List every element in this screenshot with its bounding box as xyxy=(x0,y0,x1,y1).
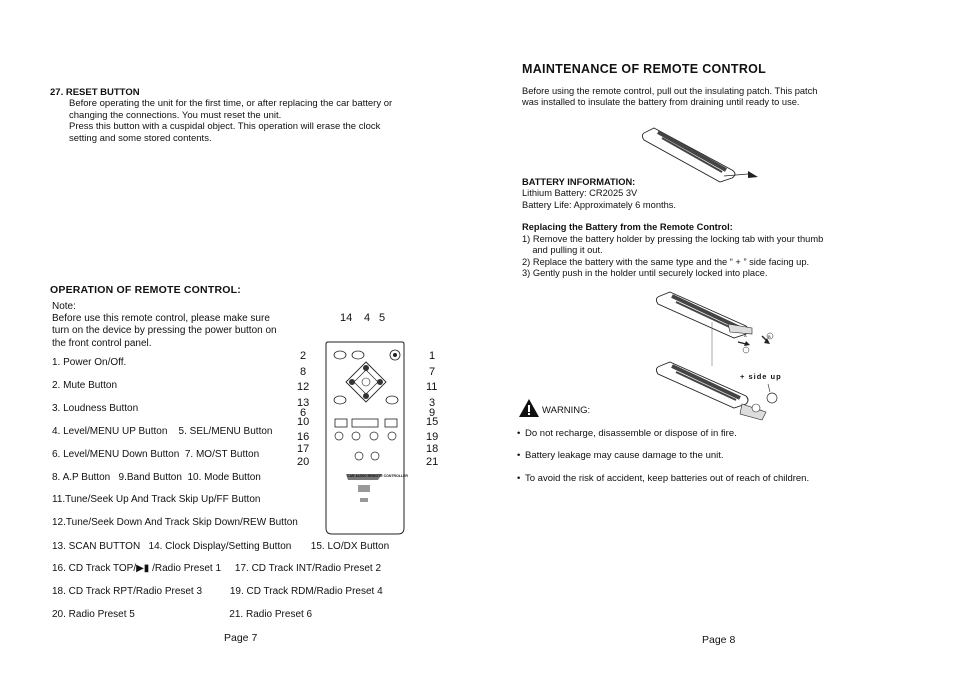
callout-number: 19 xyxy=(426,431,439,443)
replacing-line: and pulling it out. xyxy=(522,245,603,255)
note-line: the front control panel. xyxy=(52,337,152,349)
callout-number: 7 xyxy=(429,366,436,378)
reset-button-text xyxy=(69,98,392,144)
button-item: 13. SCAN BUTTON 14. Clock Display/Setting Button 15. LO/DX Button xyxy=(52,541,390,552)
battery-info-line: Battery Life: Approximately 6 months. xyxy=(522,200,676,210)
intro-line: Before using the remote control, pull out the insulating patch. This patch xyxy=(522,86,818,96)
button-item: 16. CD Track TOP/▶▮ /Radio Preset 1 17. CD Track INT/Radio Preset 2 xyxy=(52,563,382,574)
bullet-icon: • xyxy=(517,450,521,461)
diagram-label-b: B xyxy=(768,334,771,339)
maintenance-heading: MAINTENANCE OF REMOTE CONTROL xyxy=(522,62,767,76)
warning-item: Battery leakage may cause damage to the unit. xyxy=(525,450,724,461)
warning-item: Do not recharge, disassemble or dispose of in fire. xyxy=(525,428,737,439)
replacing-heading: Replacing the Battery from the Remote Control: xyxy=(522,222,733,232)
callout-number: 6 xyxy=(300,407,307,419)
callout-number: 9 xyxy=(429,407,436,419)
callout-number: 18 xyxy=(426,443,439,455)
button-item: 8. A.P Button 9.Band Button 10. Mode Button xyxy=(52,472,261,483)
reset-line: Press this button with a cuspidal object. This operation will erase the clock xyxy=(69,121,381,133)
side-up-label: + side up xyxy=(740,372,782,381)
insulating-patch-illustration xyxy=(640,120,780,186)
callout-number: 2 xyxy=(300,350,307,362)
reset-button-heading: 27. RESET BUTTON xyxy=(50,87,140,98)
callout-number: 5 xyxy=(379,312,386,324)
replacing-line: 2) Replace the battery with the same type and the “ + ” side facing up. xyxy=(522,257,810,267)
button-item: 11.Tune/Seek Up And Track Skip Up/FF Button xyxy=(52,494,261,505)
reset-line: changing the connections. You must reset the unit. xyxy=(69,109,282,121)
page-number: Page 7 xyxy=(224,632,258,644)
reset-line: setting and some stored contents. xyxy=(69,132,212,144)
button-item: 2. Mute Button xyxy=(52,380,118,391)
callout-number: 3 xyxy=(429,397,436,409)
bullet-icon: • xyxy=(517,428,521,439)
note-line: turn on the device by pressing the power button on xyxy=(52,325,277,337)
callout-number: 16 xyxy=(297,431,310,443)
callout-number: 21 xyxy=(426,456,439,468)
operation-note xyxy=(52,301,277,350)
button-item: 3. Loudness Button xyxy=(52,403,139,414)
operation-heading: OPERATION OF REMOTE CONTROL: xyxy=(50,284,241,296)
battery-replacement-illustration xyxy=(650,286,800,426)
battery-info-heading: BATTERY INFORMATION: xyxy=(522,177,636,187)
battery-info-line: Lithium Battery: CR2025 3V xyxy=(522,188,638,198)
callout-number: 14 xyxy=(340,312,353,324)
callout-number: 11 xyxy=(426,381,438,393)
button-item: 12.Tune/Seek Down And Track Skip Down/REW Button xyxy=(52,517,298,528)
warning-icon xyxy=(518,398,540,418)
callout-number: 8 xyxy=(300,366,307,378)
callout-number: 13 xyxy=(297,397,310,409)
callout-number: 17 xyxy=(297,443,310,455)
callout-number: 20 xyxy=(297,456,310,468)
button-item: 18. CD Track RPT/Radio Preset 3 19. CD Track RDM/Radio Preset 4 xyxy=(52,586,383,597)
button-item: 6. Level/MENU Down Button 7. MO/ST Button xyxy=(52,449,260,460)
callout-number: 12 xyxy=(297,381,310,393)
bullet-icon: • xyxy=(517,473,521,484)
button-item: 1. Power On/Off. xyxy=(52,357,127,368)
page-number: Page 8 xyxy=(702,634,736,646)
remote-brand-text: CAR AUDIO REMOTE CONTROLLER xyxy=(347,474,408,478)
warning-label: WARNING: xyxy=(542,405,591,416)
reset-line: Before operating the unit for the first time, or after replacing the car battery or xyxy=(69,98,393,109)
note-line: Note: xyxy=(52,301,76,312)
callout-number: 10 xyxy=(297,416,310,428)
button-item: 20. Radio Preset 5 21. Radio Preset 6 xyxy=(52,609,313,620)
intro-line: was installed to insulate the battery from draining until ready to use. xyxy=(522,97,800,107)
button-item: 4. Level/MENU UP Button 5. SEL/MENU Button xyxy=(52,426,273,437)
replacing-line: 1) Remove the battery holder by pressing the locking tab with your thumb xyxy=(522,234,824,244)
callout-number: 1 xyxy=(429,350,436,362)
note-line: Before use this remote control, please make sure xyxy=(52,313,270,325)
callout-number: 4 xyxy=(364,312,371,324)
remote-control-illustration xyxy=(318,340,412,536)
warning-item: To avoid the risk of accident, keep batteries out of reach of children. xyxy=(525,473,810,484)
callout-number: 15 xyxy=(426,416,439,428)
diagram-label-a: A xyxy=(744,333,747,338)
replacing-line: 3) Gently push in the holder until securely locked into place. xyxy=(522,268,768,278)
